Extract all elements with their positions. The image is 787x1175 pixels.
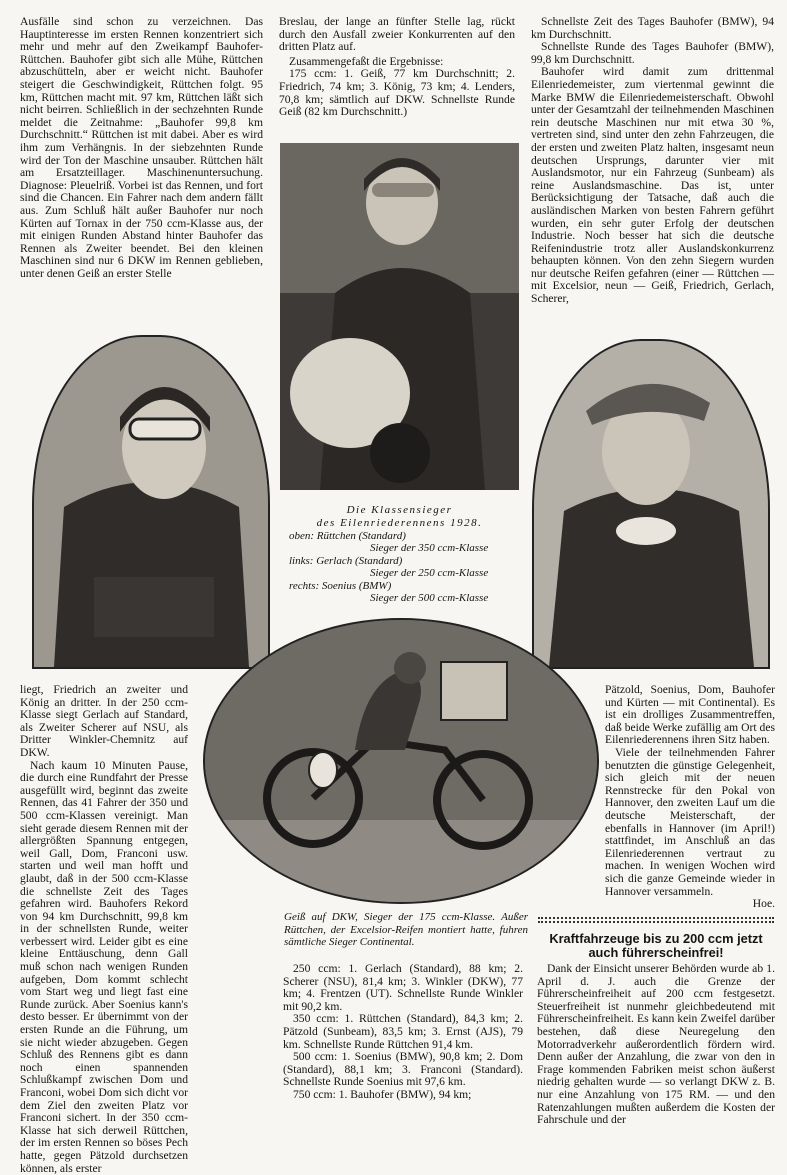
signature: Hoe. (752, 897, 775, 911)
column1-top-text: Ausfälle sind schon zu verzeichnen. Das Hauptinteresse im ersten Rennen konzentriert sich mehr und mehr auf den Zweikampf Bauhofer-Rüttchen. Bauhofer gibt sich alle Mühe, Rüttchen abzuschütteln, aber er weicht nicht. Bauhofer steigert die Geschwindigkeit, Rüttchen folgt. 95 km, Rüttchen macht mit. 97 km, Rüttchen läßt sich nicht beirren. Schließlich in der sechzehnten Runde meldet die Zeitnahme: „Bauhofer 99,8 km Durchschnitt.“ Rüttchen ist mit dabei. Aber es wird ihm zum Verhängnis. In der siebzehnten Runde wird der Ton der Maschine unsauber. Rüttchen hält am Ersatzteillager. Maschinenuntersuchung. Diagnose: Pleuelriß. Vorbei ist das Rennen, und fort sind die Chancen. Ein Fahrer nach dem andern fällt aus. Zum Schluß hält außer Bauhofer nur noch Kürten auf Tornax in der 750 ccm-Klasse aus, der mit einigen Runden Abstand hinter Bauhofer das Rennen als Zweiter beendet. Bei den kleinen Maschinen sind nur 6 DKW im Rennen geblieben, unter denen Geiß an erster Stelle (20, 15, 263, 280)
results-250ccm: 250 ccm: 1. Gerlach (Standard), 88 km; 2. Scherer (NSU), 81,4 km; 3. Winkler (DKW), 77 km; 4. Frentzen (UT). Schnellste Runde Winkler mit 90,2 km. (283, 962, 523, 1013)
column2-top-text (279, 16, 515, 119)
col3-bottom-p2: Viele der teilnehmenden Fahrer benutzten die günstige Gelegenheit, sich gleich mit der neuen Rennstrecke für den Pokal von Hannover, den zweiten Lauf um die deutsche Meisterschaft, der ebenfalls in Hannover (im April!) stattfindet, im Anschluß an das Eilenriederennen vertraut zu machen. In wenigen Wochen wird sich die ganze Gemeinde wieder in Hannover versammeln. (605, 745, 775, 898)
caption-line-oben: oben: Rüttchen (Standard) (289, 530, 406, 542)
article2-body: Dank der Einsicht unserer Behörden wurde ab 1. April d. J. auch die Grenze der Führerscheinfreiheit auf 200 ccm festgesetzt. Steuerfreiheit ist nunmehr gleichbedeutend mit Führerscheinfreiheit. Es kann kein Zweifel darüber bestehen, daß diese Neuregelung den Motorradverkehr außerordentlich fördern wird. Denn außer der Anzahlung, die zwar von den in Frage kommenden Fabriken meist schon äußerst niedrig gehalten wurde — so verlangt DKW z. B. nur eine Anzahlung von 175 RM. — und den Ratenzahlungen mußten außerdem die Kosten der Fahrschule und der (537, 962, 775, 1127)
article-separator (538, 917, 774, 919)
column3-top-text (531, 16, 774, 306)
results-350ccm: 350 ccm: 1. Rüttchen (Standard), 84,3 km; 2. Pätzold (Sunbeam), 83,5 km; 3. Ernst (AJS), 79 km. Schnellste Runde Rüttchen 91,4 km. (283, 1012, 523, 1051)
col3-bottom-p1: Pätzold, Soenius, Dom, Bauhofer und Kürten — mit Continental). Es ist ein drolliges Zusammentreffen, daß beide Werke zufällig am Ort des Eilenriederennens ihren Sitz haben. (605, 683, 775, 747)
caption-line-oben-class: Sieger der 350 ccm-Klasse (370, 542, 489, 554)
column3-bottom-text (605, 684, 775, 911)
caption-line-links-class: Sieger der 250 ccm-Klasse (370, 567, 489, 579)
caption-line-rechts: rechts: Soenius (BMW) (289, 580, 392, 592)
caption-line-links: links: Gerlach (Standard) (289, 555, 403, 567)
col1-bottom-p1: liegt, Friedrich an zweiter und König an dritter. In der 250 ccm-Klasse siegt Gerlach auf Standard, als Zweiter Scherer auf NSU, als Dritter Winkler-Chemnitz auf DKW. (20, 683, 188, 759)
photo-geiss-dkw (203, 618, 599, 904)
fastest-time: Schnellste Zeit des Tages Bauhofer (BMW), 94 km Durchschnitt. (531, 15, 774, 41)
col1-bottom-p2: Nach kaum 10 Minuten Pause, die durch eine Rundfahrt der Presse ausgefüllt wird, beginnt das zweite Rennen, das 41 Fahrer der 350 und 500 ccm-Klassen vereinigt. Man sieht gerade diesem Rennen mit der allergrößten Spannung entgegen, weil Gall, Dom, Franconi usw. starten und weil man hofft und glaubt, daß in der 500 ccm-Klasse die schnellste Zeit des Tages gefahren wird. Bauhofers Rekord von 94 km Durchschnitt, 99,8 km in der schnellsten Runde, weiter verbessert wird. Leider gibt es eine kleine Enttäuschung, denn Gall muß schon nach wenigen Runden aufgeben, Dom kommt schlecht vom Start weg und liegt fast eine Runde zurück. Aber Soenius kann's desto besser. Er übernimmt von der ersten Runde an die Führung, um sie nicht wieder abzugeben. Gegen Schluß des Rennens gibt es dann noch einen spannenden Schlußkampf zwischen Dom und Franconi, wobei Dom sich dicht vor dem Ziel den zweiten Platz vor Franconi sichert. In der 350 ccm-Klasse hat sich derweil Rüttchen, der im ersten Rennen so böses Pech hatte, gegen Pätzold durchsetzen können, als erster (20, 758, 188, 1175)
caption-geiss: Geiß auf DKW, Sieger der 175 ccm-Klasse. Außer Rüttchen, der Excelsior-Reifen montiert hatte, fuhren sämtliche Sieger Continental. (284, 911, 528, 948)
results-500ccm: 500 ccm: 1. Soenius (BMW), 90,8 km; 2. Dom (Standard), 88,1 km; 3. Franconi (Standard). Schnellste Runde Soenius mit 97,6 km. (283, 1050, 523, 1089)
results-heading: Zusammengefaßt die Ergebnisse: (289, 54, 444, 68)
caption-line-rechts-class: Sieger der 500 ccm-Klasse (370, 592, 489, 604)
fastest-lap: Schnellste Runde des Tages Bauhofer (BMW), 99,8 km Durchschnitt. (531, 40, 774, 66)
intro-paragraph: Breslau, der lange an fünfter Stelle lag, rückt durch den Ausfall zweier Konkurrenten auf den dritten Platz auf. (279, 15, 515, 54)
results-750ccm: 750 ccm: 1. Bauhofer (BMW), 94 km; (293, 1087, 472, 1101)
results-175ccm: 175 ccm: 1. Geiß, 77 km Durchschnitt; 2. Friedrich, 74 km; 3. König, 73 km; 4. Lenders, 70,8 km; sämtlich auf DKW. Schnellste Runde Geiß (82 km Durchschnitt.) (279, 67, 515, 119)
column2-bottom-text (283, 963, 523, 1102)
article2-headline: Kraftfahrzeuge bis zu 200 ccm jetzt auch führerscheinfrei! (549, 931, 763, 960)
column1-bottom-text (20, 684, 188, 1175)
caption-subtitle: des Eilenriederennens 1928. (316, 517, 483, 529)
caption-title: Die Klassensieger (346, 504, 453, 516)
photo-ruettchen (280, 143, 519, 490)
photo-soenius (532, 339, 770, 669)
article-separator-2 (538, 921, 774, 923)
analysis-paragraph: Bauhofer wird damit zum drittenmal Eilenriedemeister, zum viertenmal gewinnt die Marke BMW die Eilenriedemeisterschaft. Obwohl unter der Gesamtzahl der teilnehmenden Maschinen rein deutsche Maschinen nur mit etwa 30 %, vertreten sind, sind unter den zehn Fahrzeugen, die der ersten und zweiten Platz halten, insgesamt neun deutschen Ursprungs, darunter vier mit Auslandsmotor, nur ein Fahrzeug (Sunbeam) als reine Auslandsmaschine. Das ist, unter Berücksichtigung der Tatsache, daß auch die ausländischen Marken von besten Fahrern geführt wurden, ein sehr guter Erfolg der deutschen Industrie. Noch besser hat sich die deutsche Reifenindustrie trotz aller Auslandskonkurrenz behaupten können. Von den zehn Siegern wurden nur deutsche Reifen gefahren (einer — Rüttchen — mit Excelsior, neun — Geiß, Friedrich, Gerlach, Scherer, (531, 65, 774, 306)
photo-gerlach (32, 335, 270, 669)
